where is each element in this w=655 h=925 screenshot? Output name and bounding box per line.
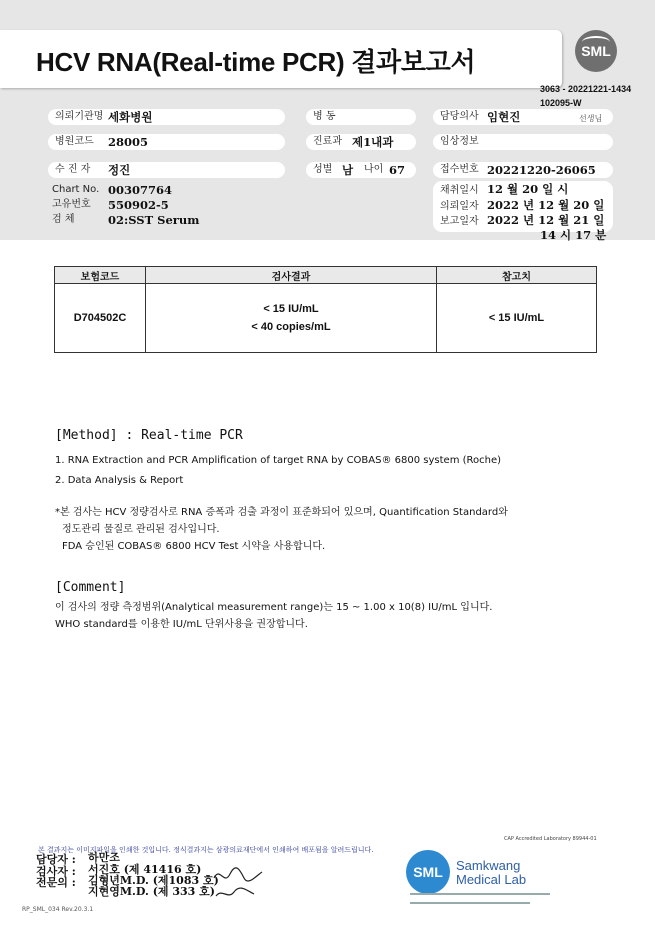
name-label: 수 진 자 [55, 164, 91, 175]
footer-notice: 본 결과지는 이미지파일을 인쇄한 것입니다. 정식결과지는 삼광의료재단에서 인쇄하여 배포됨을 알려드립니다. [38, 846, 374, 854]
name-value: 정진 [108, 163, 131, 177]
result-line1: < 15 IU/mL [263, 303, 319, 315]
report-label: 보고일자 [440, 216, 479, 227]
code-cell: D704502C [55, 284, 146, 353]
signature-icon [210, 862, 270, 902]
specimen-value: 02:SST Serum [108, 213, 200, 227]
sex-label: 성별 [313, 164, 333, 175]
report-title: HCV RNA(Real-time PCR) 결과보고서 [36, 47, 476, 77]
ward-label: 병 동 [313, 111, 336, 122]
sml-logo-icon: SML [575, 30, 617, 72]
lab-name-line2: Medical Lab [456, 872, 527, 887]
method-line2: 2. Data Analysis & Report [55, 475, 184, 486]
result-cell [146, 284, 437, 353]
hospcode-label: 병원코드 [55, 136, 94, 147]
header-code: 보험코드 [55, 267, 146, 284]
chart-label: Chart No. [52, 184, 100, 195]
collect-label: 채취일시 [440, 185, 479, 196]
age-value: 67 [389, 163, 406, 177]
header-result: 검사결과 [146, 267, 437, 284]
comment-line1: 이 검사의 정량 측정범위(Analytical measurement range)는 15 ~ 1.00 x 10(8) IU/mL 입니다. [55, 602, 493, 613]
staff-2: 서진호 (제 41416 호) [88, 863, 202, 876]
header-reference: 참고치 [437, 267, 597, 284]
request-value: 2022 년 12 월 20 일 [487, 198, 605, 212]
document-number [540, 82, 631, 110]
result-table [54, 266, 597, 353]
clinical-label: 임상정보 [440, 136, 479, 147]
doctor-suffix: 선생님 [579, 114, 603, 123]
chart-value: 00307764 [108, 183, 173, 197]
doctor-value: 임현진 [487, 110, 521, 124]
table-row [55, 284, 597, 353]
dept-label: 진료과 [313, 136, 342, 147]
method-heading: [Method] : Real-time PCR [55, 428, 243, 443]
id-label: 고유번호 [52, 199, 91, 210]
reference-cell: < 15 IU/mL [437, 284, 597, 353]
doc-no-line1: 3063 - 20221221-1434 [540, 84, 632, 94]
address-line [410, 902, 530, 904]
hospcode-value: 28005 [108, 135, 149, 149]
inst-label: 의뢰기관명 [55, 111, 104, 122]
method-note2: 정도관리 물질로 관리된 검사입니다. [62, 524, 220, 535]
result-line2: < 40 copies/mL [251, 321, 331, 333]
staff-3: 김형년M.D. (제1083 호) [88, 874, 219, 887]
revision-text: RP_SML_034 Rev.20.3.1 [22, 906, 94, 913]
staff-label-1: 담당자 : [36, 853, 76, 866]
doc-no-line2: 102095-W [540, 98, 582, 108]
method-note3: FDA 승인된 COBAS® 6800 HCV Test 시약을 사용합니다. [62, 541, 326, 552]
comment-line2: WHO standard를 이용한 IU/mL 단위사용을 권장합니다. [55, 619, 308, 630]
dept-value: 제1내과 [352, 135, 394, 149]
specimen-label: 검 체 [52, 214, 75, 225]
id-value: 550902-5 [108, 198, 169, 212]
staff-4: 지현영M.D. (제 333 호) [88, 885, 215, 898]
method-line1: 1. RNA Extraction and PCR Amplification of target RNA by COBAS® 6800 system (Roche) [55, 455, 502, 466]
staff-1: 하만조 [88, 851, 120, 864]
accredited-text: CAP Accredited Laboratory 89944-01 [504, 836, 597, 842]
recv-value: 20221220-26065 [487, 163, 596, 177]
method-note1: *본 검사는 HCV 정량검사로 RNA 증폭과 검출 과정이 표준화되어 있으며, Quantification Standard와 [55, 507, 508, 518]
doctor-label: 담당의사 [440, 111, 479, 122]
lab-name [456, 859, 526, 887]
request-label: 의뢰일자 [440, 201, 479, 212]
collect-value: 12 월 20 일 시 [487, 182, 569, 196]
samkwang-logo-icon: SML [406, 850, 450, 894]
address-line [410, 893, 550, 895]
inst-value: 세화병원 [108, 110, 153, 124]
comment-heading: [Comment] [55, 580, 126, 595]
report-time: 14 시 17 분 [540, 228, 607, 242]
age-label: 나이 [364, 164, 384, 175]
sex-value: 남 [342, 163, 354, 177]
report-value: 2022 년 12 월 21 일 [487, 213, 605, 227]
staff-label-3: 전문의 : [36, 876, 76, 889]
recv-label: 접수번호 [440, 164, 479, 175]
staff-label-2: 검사자 : [36, 865, 76, 878]
lab-name-line1: Samkwang [456, 858, 521, 873]
